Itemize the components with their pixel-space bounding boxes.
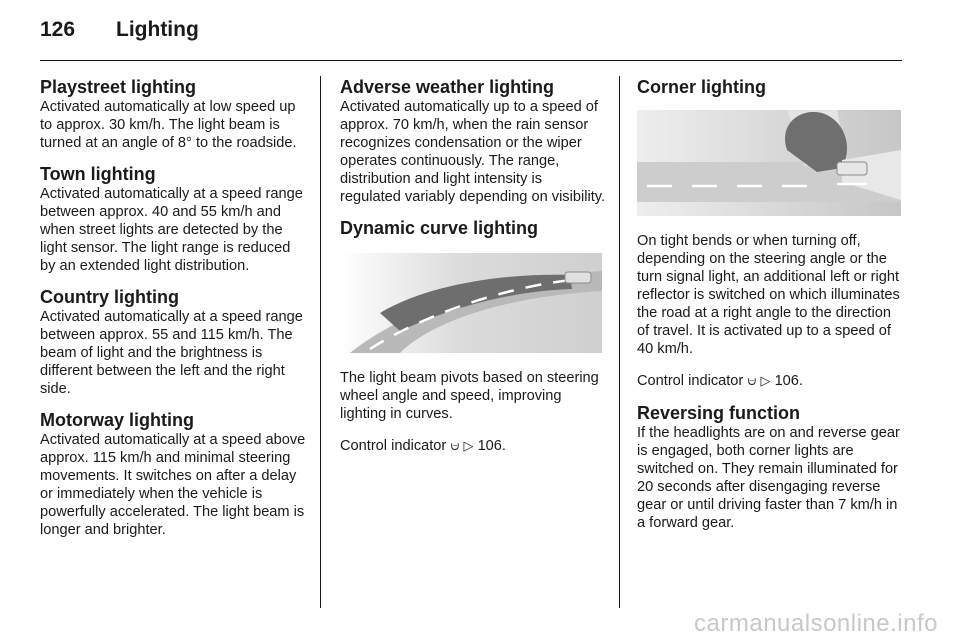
corner-lighting-control-indicator: [637, 372, 903, 391]
headlight-indicator-icon: ⩁: [747, 374, 757, 389]
playstreet-heading: Playstreet lighting: [40, 77, 197, 97]
footer-watermark: carmanualsonline.info: [694, 610, 938, 637]
control-indicator-label: Control indicator: [340, 438, 447, 454]
town-heading: Town lighting: [40, 164, 156, 184]
page-header: [40, 18, 199, 48]
page-number: 126: [40, 18, 76, 41]
page-reference-arrow-icon: ▷: [760, 374, 771, 389]
dynamic-curve-lighting-illustration: [340, 253, 602, 353]
town-text: Activated automatically at a speed range between approx. 40 and 55 km/h and when street lights are detected by the light sensor. The light range is reduced by an extended light distribution.: [40, 186, 303, 274]
control-indicator-page: 106.: [774, 373, 803, 389]
control-indicator-page: 106.: [477, 438, 506, 454]
column-divider-1: [320, 76, 321, 608]
motorway-text: Activated automatically at a speed above approx. 115 km/h and minimal steering movements. It switches on after a delay or immediately when the vehicle is powerfully accelerated. The light beam is longer and brighter.: [40, 432, 306, 538]
dynamic-curve-control-indicator: [340, 437, 606, 456]
control-indicator-label: Control indicator: [637, 373, 744, 389]
playstreet-text: Activated automatically at low speed up to approx. 30 km/h. The light beam is turned at an angle of 8° to the roadside.: [40, 99, 297, 151]
corner-lighting-text: On tight bends or when turning off, depending on the steering angle or the turn signal light, an additional left or right reflector is switched on which illuminates the road at a right angle to the direction of travel. It is activated up to a speed of 40 km/h.: [637, 233, 900, 357]
section-title: Lighting: [116, 18, 199, 41]
dynamic-curve-text: The light beam pivots based on steering wheel angle and speed, improving lighting in curves.: [340, 370, 599, 422]
corner-lighting-heading: Corner lighting: [637, 77, 766, 97]
adverse-weather-heading: Adverse weather lighting: [340, 77, 555, 97]
motorway-heading: Motorway lighting: [40, 410, 194, 430]
page-reference-arrow-icon: ▷: [463, 439, 474, 454]
column-2: [340, 77, 606, 456]
country-heading: Country lighting: [40, 287, 179, 307]
column-1: [40, 77, 306, 539]
reversing-function-text: If the headlights are on and reverse gear is engaged, both corner lights are switched on. They remain illuminated for 20 seconds after disengaging reverse gear or until driving faster than 7 km/h in a forward gear.: [637, 425, 900, 531]
corner-lighting-illustration: [637, 110, 901, 216]
reversing-function-heading: Reversing function: [637, 403, 801, 423]
column-3: [637, 77, 903, 532]
dynamic-curve-heading: Dynamic curve lighting: [340, 218, 539, 238]
header-rule: [40, 60, 902, 61]
headlight-indicator-icon: ⩁: [450, 439, 460, 454]
country-text: Activated automatically at a speed range between approx. 55 and 115 km/h. The beam of light and the brightness is different between the left and the right side.: [40, 309, 303, 397]
adverse-weather-text: Activated automatically up to a speed of approx. 70 km/h, when the rain sensor recognizes condensation or the wiper operates continuously. The range, distribution and light intensity is regulated variably depending on visibility.: [340, 99, 606, 205]
column-divider-2: [619, 76, 620, 608]
